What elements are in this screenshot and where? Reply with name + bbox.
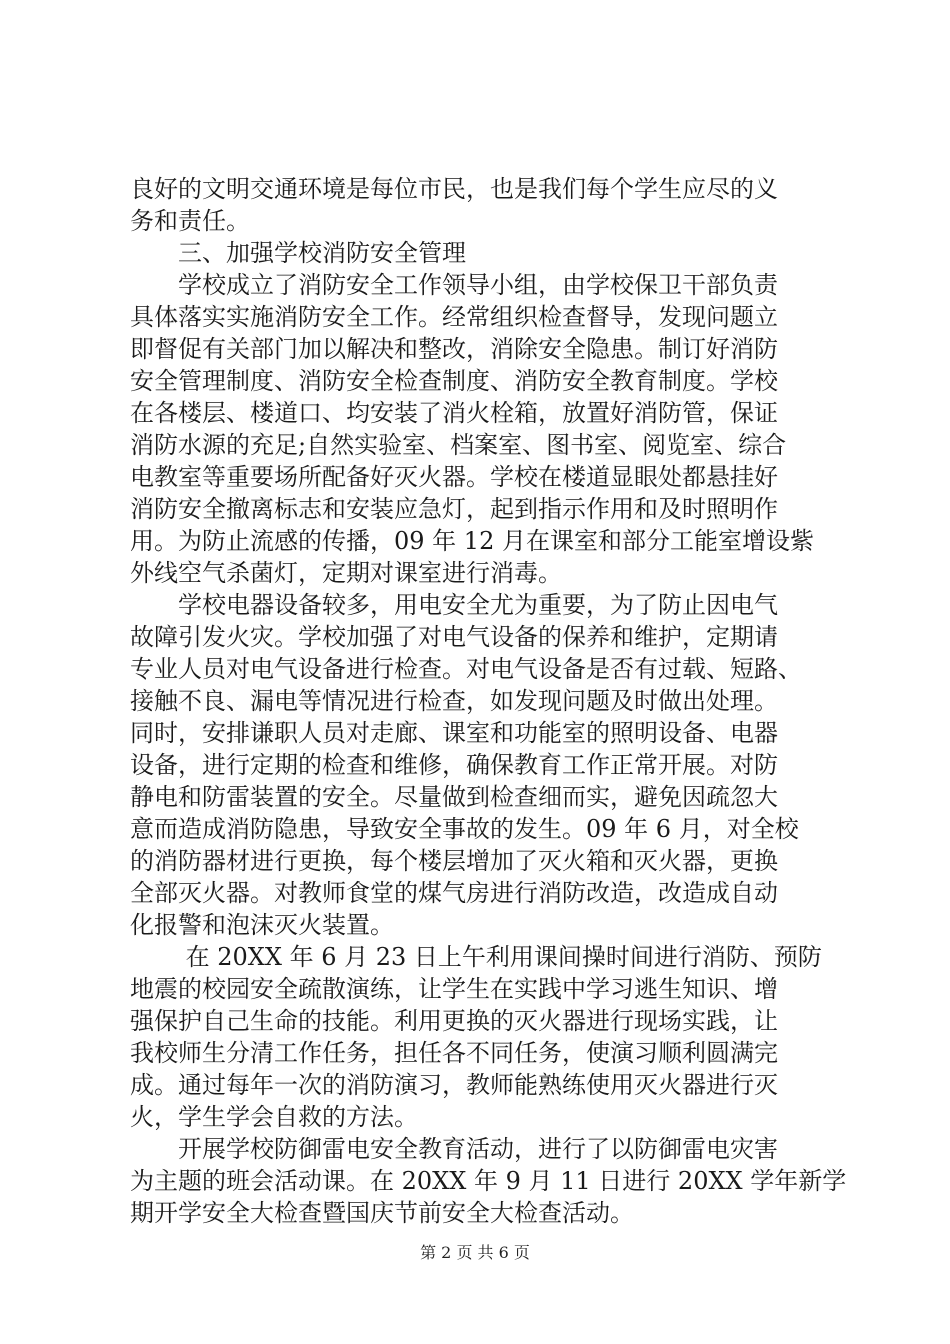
body-line: 强保护自己生命的技能。利用更换的灭火器进行现场实践，让 [130,1007,778,1035]
body-line: 在各楼层、楼道口、均安装了消火栓箱，放置好消防管，保证 [130,399,778,427]
body-line: 期开学安全大检查暨国庆节前安全大检查活动。 [130,1199,634,1227]
body-line: 全部灭火器。对教师食堂的煤气房进行消防改造，改造成自动 [130,879,778,907]
body-line: 用。为防止流感的传播，09 年 12 月在课室和部分工能室增设紫 [130,527,814,555]
body-line: 在 20XX 年 6 月 23 日上午利用课间操时间进行消防、预防 [130,943,822,971]
body-line: 专业人员对电气设备进行检查。对电气设备是否有过载、短路、 [130,655,802,683]
body-line: 即督促有关部门加以解决和整改，消除安全隐患。制订好消防 [130,335,778,363]
body-line: 的消防器材进行更换，每个楼层增加了灭火箱和灭火器，更换 [130,847,778,875]
document-body [130,173,847,1229]
body-line: 开展学校防御雷电安全教育活动，进行了以防御雷电灾害 [130,1135,778,1163]
body-line: 良好的文明交通环境是每位市民，也是我们每个学生应尽的义 [130,175,778,203]
body-line: 为主题的班会活动课。在 20XX 年 9 月 11 日进行 20XX 学年新学 [130,1167,847,1195]
body-line: 成。通过每年一次的消防演习，教师能熟练使用灭火器进行灭 [130,1071,778,1099]
body-line: 外线空气杀菌灯，定期对课室进行消毒。 [130,559,562,587]
body-line: 消防安全撤离标志和安装应急灯，起到指示作用和及时照明作 [130,495,778,523]
body-line: 安全管理制度、消防安全检查制度、消防安全教育制度。学校 [130,367,778,395]
section-heading: 三、加强学校消防安全管理 [130,239,466,267]
body-line: 电教室等重要场所配备好灭火器。学校在楼道显眼处都悬挂好 [130,463,778,491]
body-line: 地震的校园安全疏散演练，让学生在实践中学习逃生知识、增 [130,975,778,1003]
body-line: 故障引发火灾。学校加强了对电气设备的保养和维护，定期请 [130,623,778,651]
body-line: 火，学生学会自救的方法。 [130,1103,418,1131]
body-line: 意而造成消防隐患，导致安全事故的发生。09 年 6 月，对全校 [130,815,799,843]
body-line: 我校师生分清工作任务，担任各不同任务，使演习顺利圆满完 [130,1039,778,1067]
body-line: 静电和防雷装置的安全。尽量做到检查细而实，避免因疏忽大 [130,783,778,811]
body-line: 务和责任。 [130,207,250,235]
body-line: 接触不良、漏电等情况进行检查，如发现问题及时做出处理。 [130,687,778,715]
body-line: 化报警和泡沫灭火装置。 [130,911,394,939]
body-line: 具体落实实施消防安全工作。经常组织检查督导，发现问题立 [130,303,778,331]
body-line: 同时，安排谦职人员对走廊、课室和功能室的照明设备、电器 [130,719,778,747]
body-line: 消防水源的充足;自然实验室、档案室、图书室、阅览室、综合 [130,431,787,459]
body-line: 设备，进行定期的检查和维修，确保教育工作正常开展。对防 [130,751,778,779]
body-line: 学校成立了消防安全工作领导小组，由学校保卫干部负责 [130,271,778,299]
page-number-footer: 第 2 页 共 6 页 [420,1243,530,1262]
body-line: 学校电器设备较多，用电安全尤为重要，为了防止因电气 [130,591,778,619]
